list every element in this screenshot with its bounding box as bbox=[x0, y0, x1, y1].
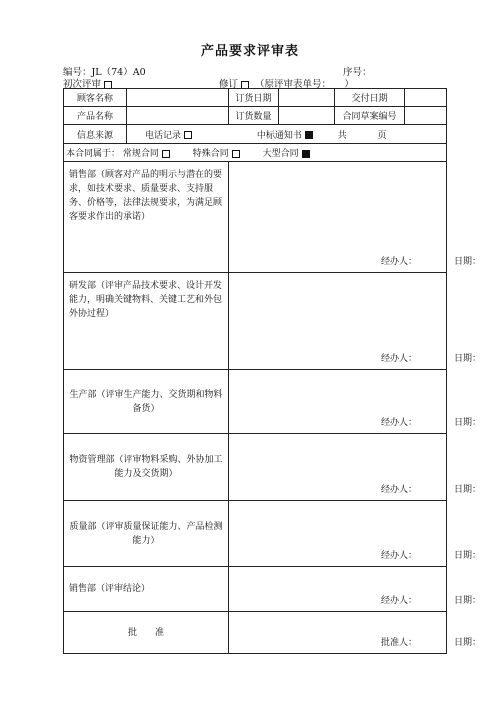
original-form-label: （原评审表单号： bbox=[255, 79, 327, 90]
regular-contract-label: 常规合同 bbox=[122, 149, 159, 159]
approval-field[interactable] bbox=[229, 612, 482, 654]
conclusion-handler-label: 经办人： bbox=[381, 596, 418, 606]
quality-review-row bbox=[64, 501, 447, 567]
pages-label: 页 bbox=[377, 130, 387, 141]
sales-conclusion-field[interactable] bbox=[229, 567, 482, 612]
info-source-row bbox=[64, 125, 447, 144]
order-date-label: 订货日期 bbox=[229, 89, 279, 107]
contract-type-options bbox=[64, 144, 447, 162]
product-row bbox=[64, 107, 447, 125]
customer-field[interactable] bbox=[127, 89, 229, 107]
sales-date-label: 日期： bbox=[454, 257, 482, 267]
order-date-field[interactable] bbox=[279, 89, 335, 107]
phone-record-label: 电话记录 bbox=[145, 130, 182, 141]
materials-handler-label: 经办人： bbox=[381, 485, 418, 495]
original-form-close: ） bbox=[344, 79, 354, 90]
production-handler-label: 经办人： bbox=[381, 418, 418, 428]
rnd-date-label: 日期： bbox=[454, 354, 482, 364]
contract-no-field[interactable] bbox=[405, 107, 447, 125]
contract-type-row bbox=[64, 144, 447, 162]
rnd-dept-label: 研发部（评审产品技术要求、设计开发能力，明确关键物料、关键工艺和外包外协过程） bbox=[64, 273, 229, 370]
production-review-row bbox=[64, 370, 447, 434]
production-review-field[interactable] bbox=[229, 370, 482, 434]
materials-dept-label: 物资管理部（评审物料采购、外协加工能力及交货期） bbox=[64, 434, 229, 501]
review-form-table bbox=[63, 88, 482, 654]
production-dept-label: 生产部（评审生产能力、交货期和物料备货） bbox=[64, 370, 229, 434]
materials-date-label: 日期： bbox=[454, 485, 482, 495]
quality-date-label: 日期： bbox=[454, 551, 482, 561]
special-contract-checkbox[interactable] bbox=[232, 150, 240, 158]
order-qty-label: 订货数量 bbox=[229, 107, 279, 125]
sales-review-row bbox=[64, 162, 447, 273]
delivery-date-field[interactable] bbox=[405, 89, 447, 107]
info-source-label: 信息来源 bbox=[64, 125, 127, 144]
special-contract-label: 特殊合同 bbox=[192, 149, 229, 159]
production-date-label: 日期： bbox=[454, 418, 482, 428]
large-contract-label: 大型合同 bbox=[262, 149, 299, 159]
quality-review-field[interactable] bbox=[229, 501, 482, 567]
approval-label: 批 准 bbox=[64, 612, 229, 654]
regular-contract-checkbox[interactable] bbox=[162, 150, 170, 158]
bid-notice-checkbox[interactable] bbox=[305, 131, 313, 139]
form-code: 编号：JL（74）A0 bbox=[63, 67, 146, 78]
contract-no-label: 合同草案编号 bbox=[335, 107, 405, 125]
total-label: 共 bbox=[337, 130, 347, 141]
rnd-review-row bbox=[64, 273, 447, 370]
customer-row bbox=[64, 89, 447, 107]
quality-dept-label: 质量部（评审质量保证能力、产品检测能力） bbox=[64, 501, 229, 567]
large-contract-checkbox[interactable] bbox=[302, 150, 310, 158]
sales-conclusion-row bbox=[64, 567, 447, 612]
order-qty-field[interactable] bbox=[279, 107, 335, 125]
bid-notice-label: 中标通知书 bbox=[256, 130, 302, 141]
phone-record-checkbox[interactable] bbox=[184, 131, 192, 139]
info-source-options bbox=[127, 125, 447, 144]
materials-review-field[interactable] bbox=[229, 434, 482, 501]
rnd-review-field[interactable] bbox=[229, 273, 482, 370]
serial-number: 序号： bbox=[343, 67, 372, 78]
sales-conclusion-label: 销售部（评审结论） bbox=[64, 567, 229, 612]
approval-row bbox=[64, 612, 447, 654]
approval-date-label: 日期： bbox=[454, 638, 482, 648]
product-label: 产品名称 bbox=[64, 107, 127, 125]
approver-label: 批准人： bbox=[381, 638, 418, 648]
revise-label: 修订 bbox=[219, 79, 239, 90]
initial-review-label: 初次评审 bbox=[63, 79, 102, 90]
page-title: 产品要求评审表 bbox=[200, 44, 299, 59]
customer-label: 顾客名称 bbox=[64, 89, 127, 107]
product-field[interactable] bbox=[127, 107, 229, 125]
delivery-date-label: 交付日期 bbox=[335, 89, 405, 107]
materials-review-row bbox=[64, 434, 447, 501]
sales-review-field[interactable] bbox=[229, 162, 482, 273]
conclusion-date-label: 日期： bbox=[454, 596, 482, 606]
rnd-handler-label: 经办人： bbox=[381, 354, 418, 364]
contract-type-label: 本合同属于： bbox=[66, 149, 121, 159]
sales-handler-label: 经办人： bbox=[381, 257, 418, 267]
sales-dept-label: 销售部（顾客对产品的明示与潜在的要求，如技术要求、质量要求、支持服务、价格等，法律法规要求，为满足顾客要求作出的承诺） bbox=[64, 162, 229, 273]
quality-handler-label: 经办人： bbox=[381, 551, 418, 561]
